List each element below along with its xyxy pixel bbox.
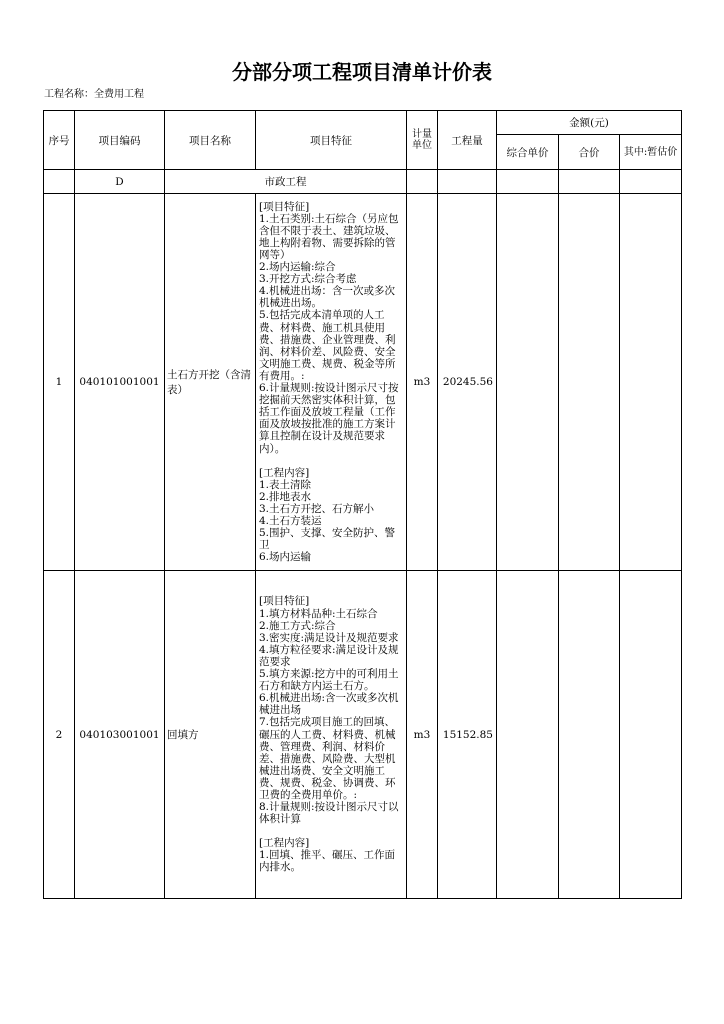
header-seq: 序号 (44, 111, 75, 170)
page-title: 分部分项工程项目清单计价表 (232, 60, 492, 84)
header-qty: 工程量 (438, 111, 497, 170)
table-row (44, 571, 682, 899)
header-amount: 金额(元) (497, 111, 682, 135)
row-code: 040103001001 (75, 571, 165, 899)
row-unit: m3 (407, 194, 438, 571)
row-seq: 2 (44, 571, 75, 899)
row-code: 040101001001 (75, 194, 165, 571)
row-qty: 20245.56 (438, 194, 497, 571)
header-code: 项目编码 (75, 111, 165, 170)
project-name: 工程名称：全费用工程 (44, 89, 144, 100)
header-feature: 项目特征 (256, 111, 407, 170)
header-row-1 (44, 111, 682, 135)
header-estimate: 其中:暂估价 (620, 135, 682, 170)
row-seq: 1 (44, 194, 75, 571)
header-unit-price: 综合单价 (497, 135, 559, 170)
row-features: [项目特征] 1.土石类别:土石综合（另应包含但不限于表土、建筑垃圾、地上构附着物、需要拆除的管网等） 2.场内运输:综合 3.开挖方式:综合考虑 4.机械进出场：含一次或多次机械进出场。 5.包括完成本清单项的人工费、材料费、施工机具使用费、措施费、企业管理费、利润、材料价差、风险费、安全文明施工费、规费、税金等所有费用。: 6.计量规则:按设计图示尺寸按挖掘前天然密实体积计算，包括工作面及放坡工程量（工作面及放坡按批准的施工方案计算且控制在设计及规范要求内）。 [工程内容] 1.表土清除 2.排地表水 3.土石方开挖、石方解小 4.土石方装运 5.围护、支撑、安全防护、警卫 6.场内运输 (256, 194, 407, 571)
row-features: [项目特征] 1.填方材料品种:土石综合 2.施工方式:综合 3.密实度:满足设计及规范要求 4.填方粒径要求:满足设计及规范要求 5.填方来源:挖方中的可利用土石方和缺方内运土石方。 6.机械进出场:含一次或多次机械进出场 7.包括完成项目施工的回填、碾压的人工费、材料费、机械费、管理费、利润、材料价差、措施费、风险费、大型机械进出场费、安全文明施工费、规费、税金、协调费、环卫费的全费用单价。: 8.计量规则:按设计图示尺寸以体积计算 [工程内容] 1.回填、推平、碾压、工作面内排水。 (256, 571, 407, 899)
row-name: 土石方开挖（含清表） (165, 194, 256, 571)
section-code: D (75, 170, 165, 194)
header-total: 合价 (559, 135, 620, 170)
header-name: 项目名称 (165, 111, 256, 170)
section-name: 市政工程 (165, 170, 407, 194)
header-unit: 计量单位 (407, 111, 438, 170)
row-qty: 15152.85 (438, 571, 497, 899)
row-unit: m3 (407, 571, 438, 899)
section-row (44, 170, 682, 194)
bill-table (43, 110, 682, 899)
row-name: 回填方 (165, 571, 256, 899)
table-row (44, 194, 682, 571)
